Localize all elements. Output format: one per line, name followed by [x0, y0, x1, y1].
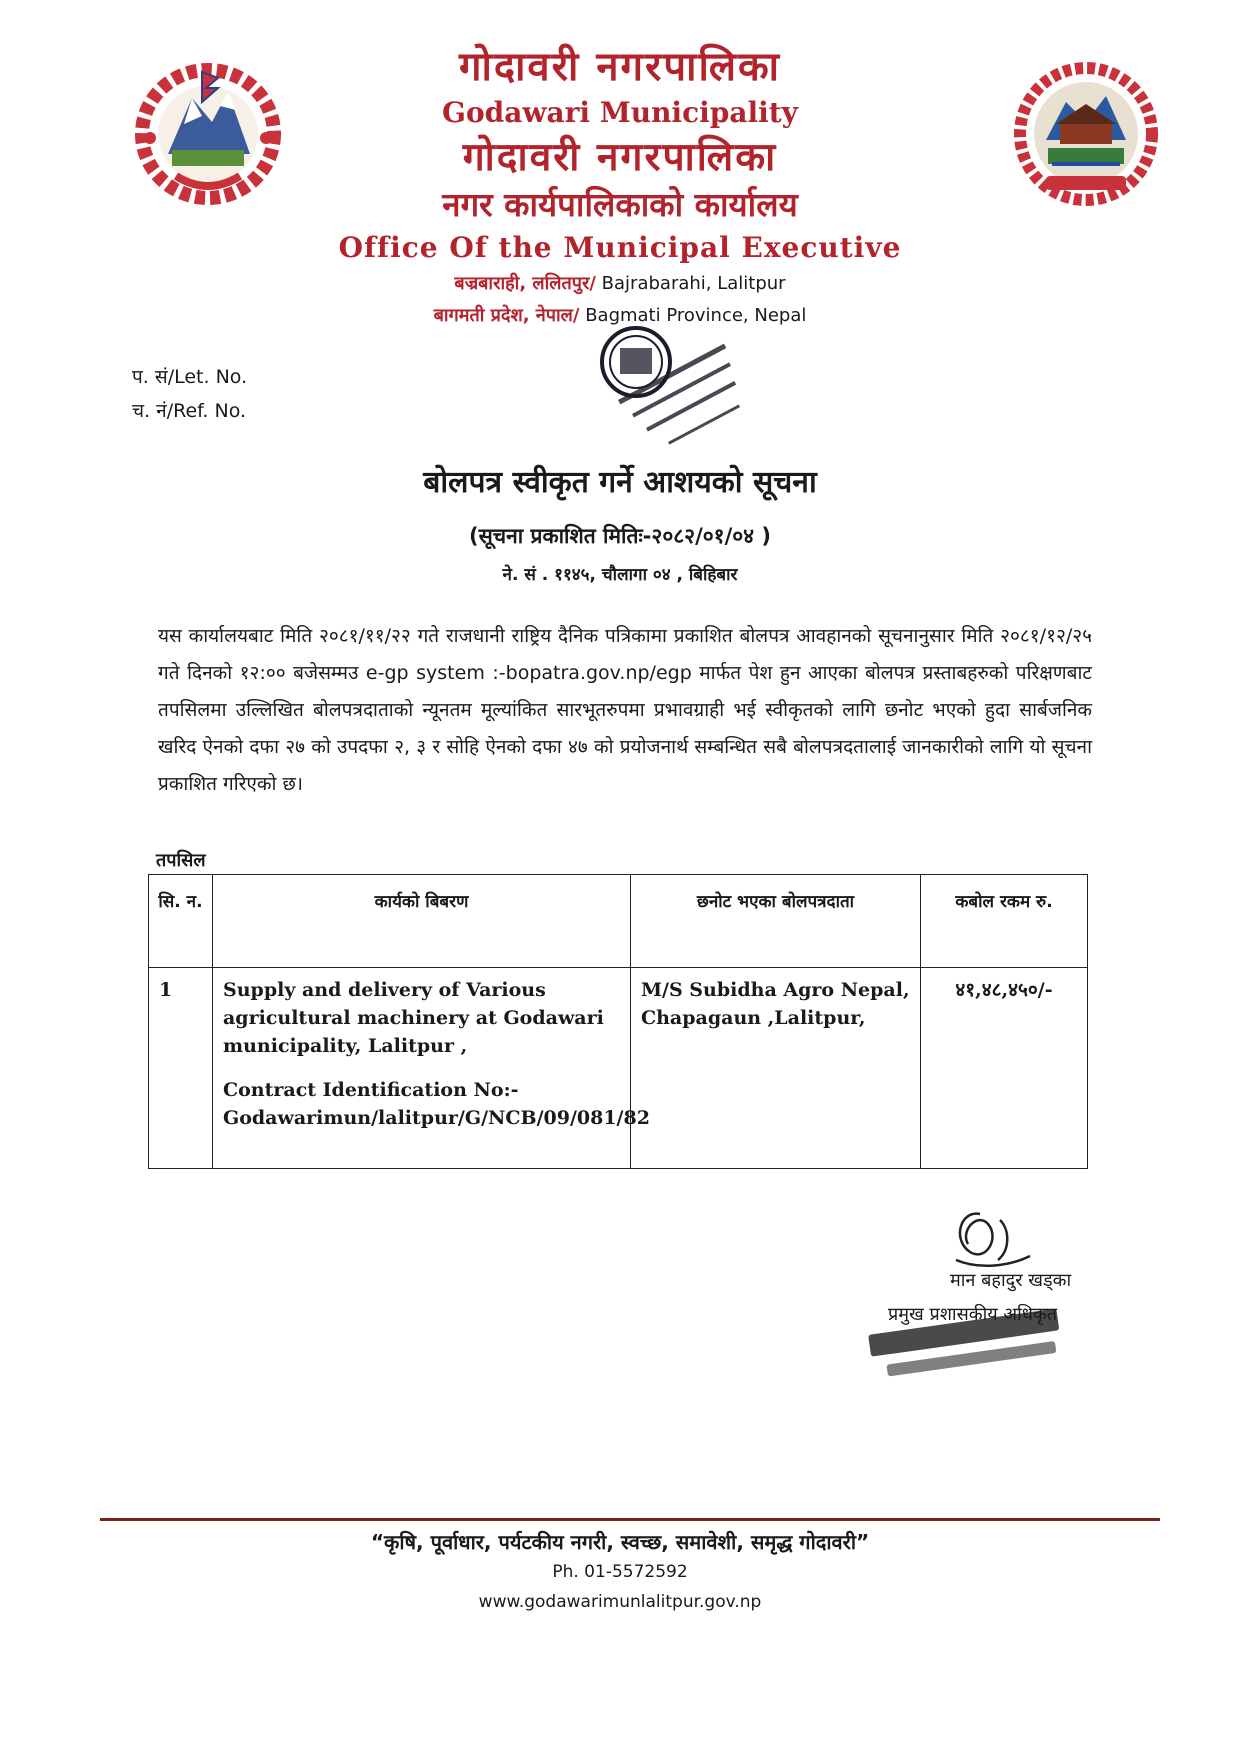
municipality-name-en: Godawari Municipality	[442, 96, 798, 129]
letterhead	[300, 40, 940, 332]
table-row	[149, 968, 1088, 1169]
office-name-en: Office Of the Municipal Executive	[338, 231, 902, 264]
header-serial: सि. न.	[149, 875, 213, 968]
cell-bidder: M/S Subidha Agro Nepal, Chapagaun ,Lalitpur,	[631, 968, 921, 1169]
award-table	[148, 874, 1088, 1169]
table-header-row	[149, 875, 1088, 968]
nepal-sambat-date: ने. सं . ११४५, चौलागा ०४ , बिहिबार	[502, 565, 738, 585]
published-date: (सूचना प्रकाशित मितिः-२०८२/०१/०४ )	[468, 524, 772, 548]
office-seal-stamp	[588, 318, 758, 468]
footer-divider	[100, 1518, 1160, 1521]
cell-description	[213, 968, 650, 1169]
signatory-name: मान बहादुर खड्का	[950, 1270, 1072, 1291]
nepal-emblem-icon	[132, 58, 284, 206]
cell-serial: 1	[149, 968, 213, 1169]
footer-phone: Ph. 01-5572592	[552, 1562, 688, 1582]
header-amount: कबोल रकम रु.	[921, 875, 1088, 968]
contract-identification: Contract Identification No:- Godawarimun/lalitpur/G/NCB/09/081/82	[223, 1079, 650, 1129]
reference-number-label: च. नं/Ref. No.	[132, 400, 247, 422]
address-2-en: Bagmati Province, Nepal	[585, 305, 807, 326]
footer-website: www.godawarimunlalitpur.gov.np	[478, 1592, 762, 1612]
godawari-logo-icon	[1012, 60, 1160, 208]
municipality-name-script: गोदावरी नगरपालिका	[462, 134, 778, 180]
cell-amount: ४१,४८,४५०/-	[921, 968, 1088, 1169]
footer-motto: “कृषि, पूर्वाधार, पर्यटकीय नगरी, स्वच्छ, समावेशी, समृद्ध गोदावरी”	[370, 1530, 870, 1554]
address-line-1	[300, 268, 940, 300]
work-description: Supply and delivery of Various agricultural machinery at Godawari municipality, Lalitpur ,	[223, 979, 604, 1057]
notice-title: बोलपत्र स्वीकृत गर्ने आशयको सूचना	[423, 465, 817, 500]
reference-block	[132, 360, 247, 428]
address-1-np: बज्रबाराही, ललितपुर/	[454, 273, 596, 294]
header-bidder: छनोट भएका बोलपत्रदाता	[631, 875, 921, 968]
signatory-title: प्रमुख प्रशासकीय अधिकृत	[888, 1304, 1057, 1325]
address-2-np: बागमती प्रदेश, नेपाल/	[433, 305, 580, 326]
table-caption: तपसिल	[156, 850, 206, 871]
address-1-en: Bajrabarahi, Lalitpur	[601, 273, 786, 294]
letter-number-label: प. सं/Let. No.	[132, 366, 248, 388]
signature-mark	[860, 1200, 1120, 1390]
notice-body: यस कार्यालयबाट मिति २०८१/११/२२ गते राजधानी राष्ट्रिय दैनिक पत्रिकामा प्रकाशित बोलपत्र आवहानको सूचनानुसार मिति २०८१/१२/२५ गते दिनको १२:०० बजेसम्मउ e-gp system :-bopatra.gov.np/egp मार्फत पेश हुन आएका बोलपत्र प्रस्ताबहरुको परिक्षणबाट तपसिलमा उल्लिखित बोलपत्रदाताको न्यूनतम मूल्यांकित सारभूतरुपमा प्रभावग्राही भई स्वीकृतको लागि छनोट भएको हुदा सार्बजनिक खरिद ऐनको दफा २७ को उपदफा २, ३ र सोहि ऐनको दफा ४७ को प्रयोजनार्थ सम्बन्धित सबै बोलपत्रदतालाई जानकारीको लागि यो सूचना प्रकाशित गरिएको छ।	[158, 625, 1092, 795]
municipality-name-np: गोदावरी नगरपालिका	[458, 44, 782, 90]
office-name-np: नगर कार्यपालिकाको कार्यालय	[442, 185, 798, 224]
header-description: कार्यको बिबरण	[213, 875, 631, 968]
